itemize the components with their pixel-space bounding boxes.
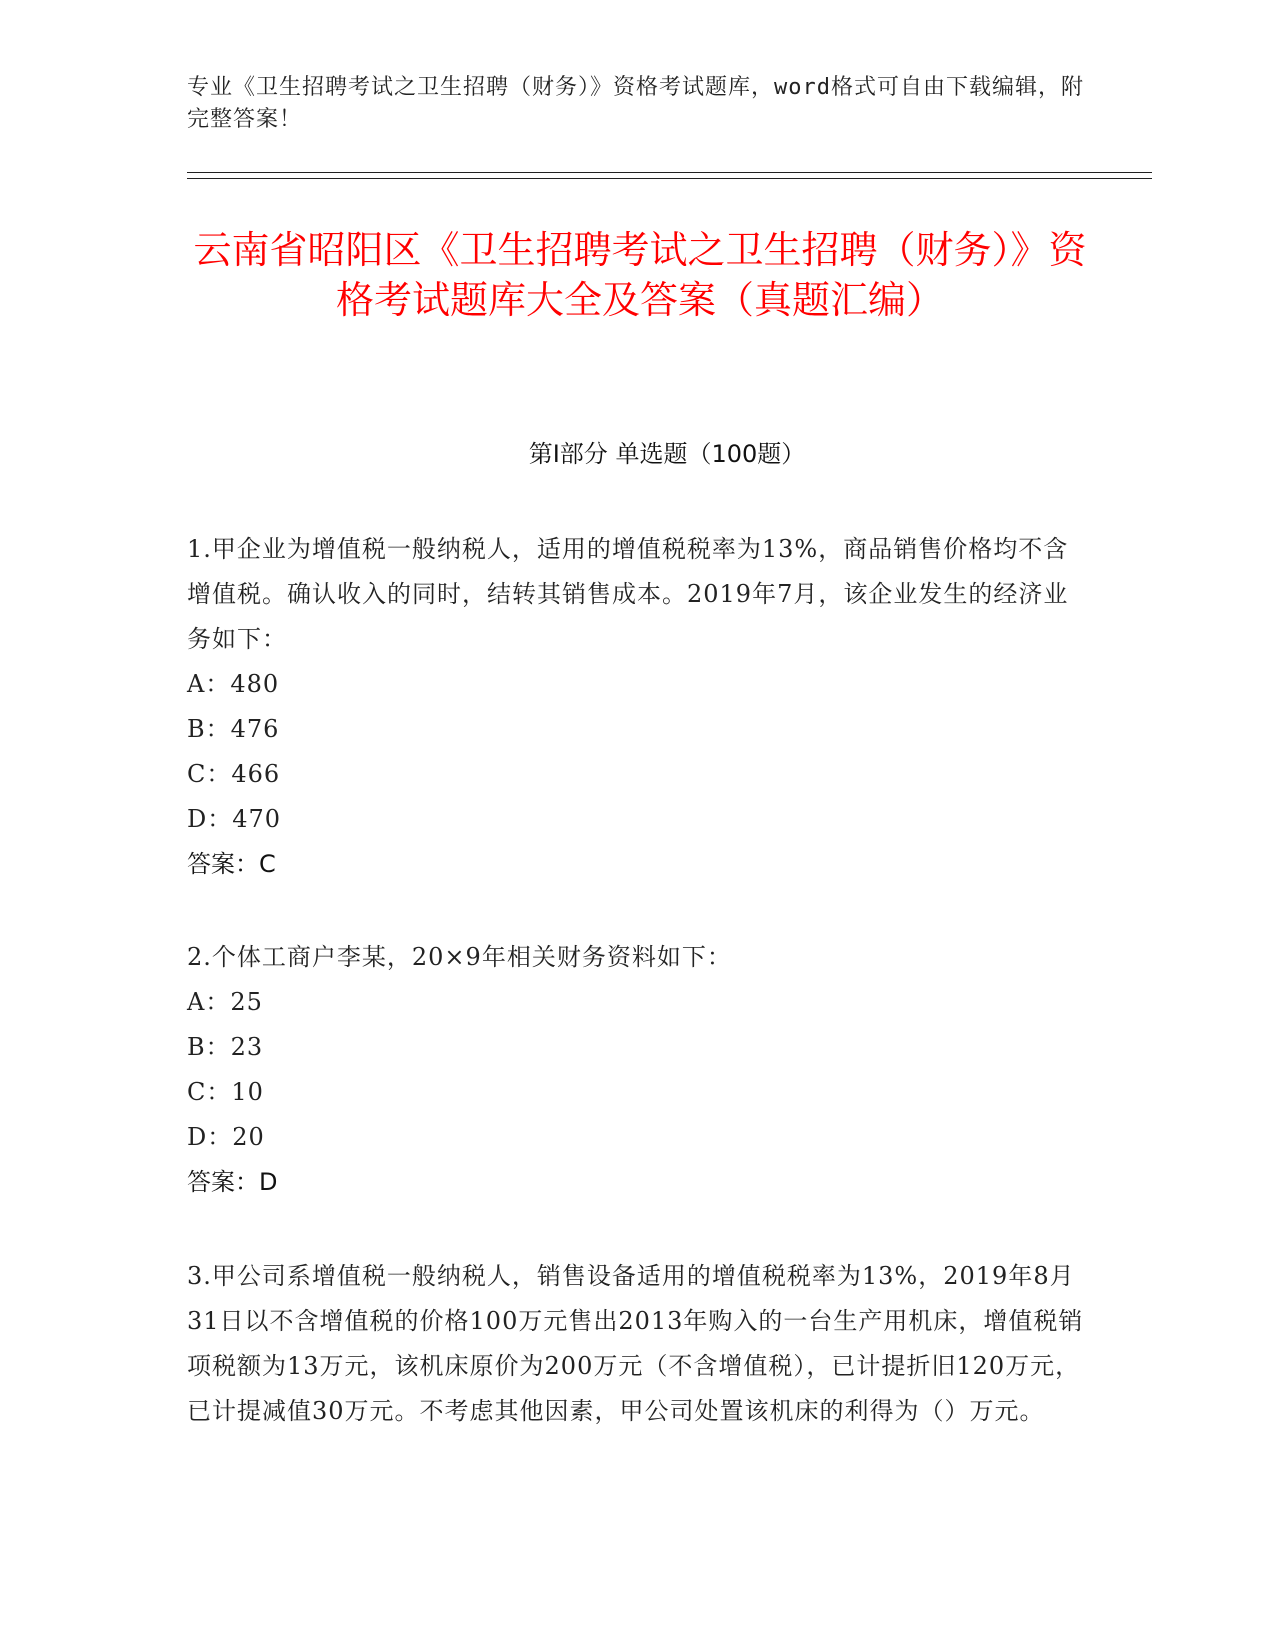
question-2 xyxy=(187,935,1087,1205)
question-stem: 2.个体工商户李某，20×9年相关财务资料如下： xyxy=(187,943,732,971)
question-1 xyxy=(187,527,1087,887)
option-c: C：10 xyxy=(187,1078,264,1106)
section-title: 第Ⅰ部分 单选题（100题） xyxy=(528,440,806,468)
question-3 xyxy=(187,1254,1087,1434)
option-d: D：470 xyxy=(187,805,282,833)
option-d: D：20 xyxy=(187,1123,265,1151)
option-b: B：476 xyxy=(187,715,280,743)
question-stem: 1.甲企业为增值税一般纳税人，适用的增值税税率为13%，商品销售价格均不含增值税。确认收入的同时，结转其销售成本。2019年7月，该企业发生的经济业务如下： xyxy=(187,535,1069,653)
header-divider xyxy=(187,178,1152,179)
option-a: A：480 xyxy=(187,670,280,698)
option-c: C：466 xyxy=(187,760,281,788)
header-divider xyxy=(187,172,1152,173)
option-b: B：23 xyxy=(187,1033,264,1061)
question-stem: 3.甲公司系增值税一般纳税人，销售设备适用的增值税税率为13%，2019年8月31日以不含增值税的价格100万元售出2013年购入的一台生产用机床，增值税销项税额为13万元，该机床原价为200万元（不含增值税），已计提折旧120万元，已计提减值30万元。不考虑其他因素，甲公司处置该机床的利得为（）万元。 xyxy=(187,1262,1084,1425)
document-title: 云南省昭阳区《卫生招聘考试之卫生招聘（财务）》资格考试题库大全及答案（真题汇编） xyxy=(193,228,1087,322)
answer: 答案：D xyxy=(187,1168,278,1196)
option-a: A：25 xyxy=(187,988,263,1016)
header-note: 专业《卫生招聘考试之卫生招聘（财务）》资格考试题库，word格式可自由下载编辑，附完整答案！ xyxy=(187,75,1084,132)
answer: 答案：C xyxy=(187,850,276,878)
